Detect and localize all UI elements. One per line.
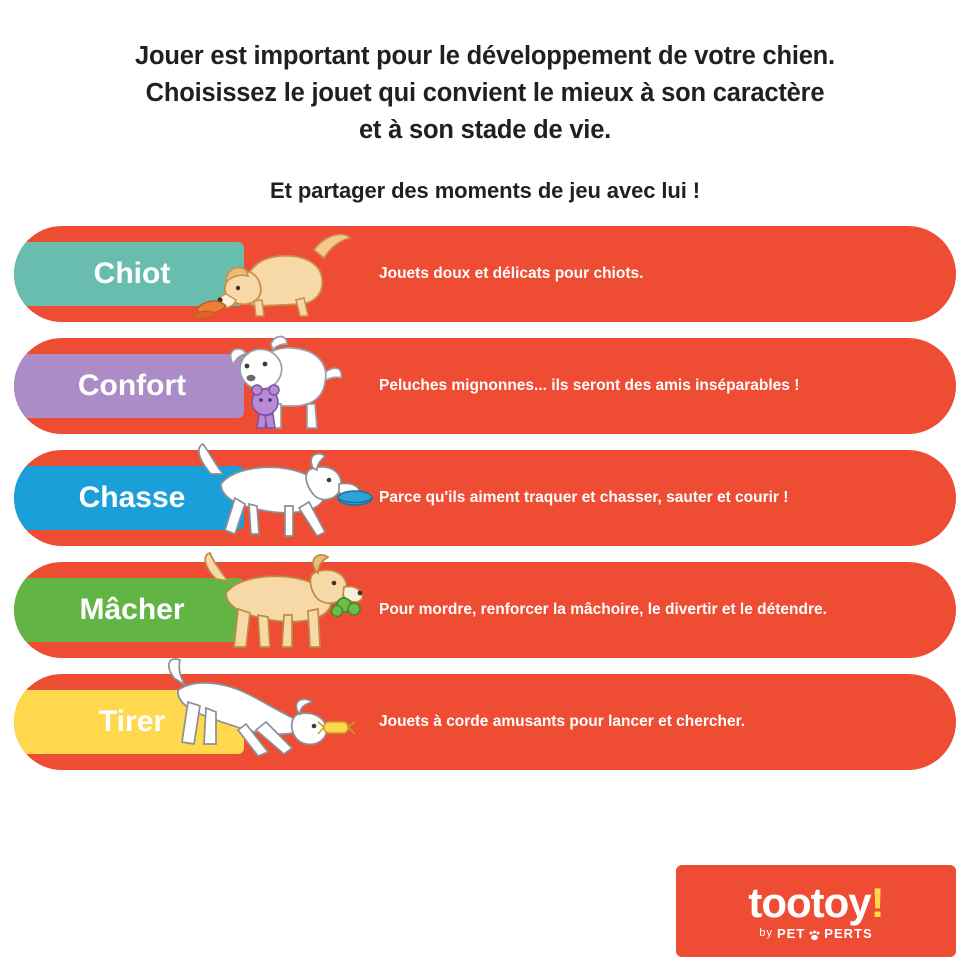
category-description: Parce qu'ils aiment traquer et chasser, sauter et courir !	[379, 489, 789, 506]
logo-brand-left: PET	[776, 925, 806, 941]
header-line-2: Choisissez le jouet qui convient le mieux à son caractère	[145, 79, 825, 107]
tag-macher	[14, 578, 244, 642]
category-description: Jouets doux et délicats pour chiots.	[379, 265, 644, 282]
tootoy-logo[interactable]	[676, 865, 956, 957]
logo-by-label: by	[759, 927, 773, 939]
paw-icon	[809, 929, 820, 940]
category-description: Peluches mignonnes... ils seront des amis inséparables !	[379, 377, 800, 394]
tag-label: Confort	[77, 369, 187, 402]
category-row-tirer[interactable]	[14, 674, 956, 770]
tag-tirer	[14, 690, 244, 754]
header	[0, 0, 970, 204]
category-description: Jouets à corde amusants pour lancer et chercher.	[379, 713, 746, 730]
tag-chasse	[14, 466, 244, 530]
category-list	[0, 226, 970, 770]
header-line-3: et à son stade de vie.	[358, 116, 612, 144]
tag-label: Chiot	[93, 257, 171, 290]
tag-confort	[14, 354, 244, 418]
category-row-chiot[interactable]	[14, 226, 956, 322]
logo-byline	[759, 926, 872, 941]
header-subtitle: Et partager des moments de jeu avec lui !	[270, 178, 700, 203]
category-row-confort[interactable]	[14, 338, 956, 434]
logo-wordmark	[748, 878, 884, 926]
category-row-macher[interactable]	[14, 562, 956, 658]
tag-chiot	[14, 242, 244, 306]
category-row-chasse[interactable]	[14, 450, 956, 546]
logo-word-text: tootoy	[748, 878, 871, 926]
category-description: Pour mordre, renforcer la mâchoire, le divertir et le détendre.	[379, 601, 827, 618]
tag-label: Mâcher	[79, 593, 185, 626]
tag-label: Tirer	[98, 705, 166, 738]
logo-brand-right: PERTS	[824, 925, 873, 941]
logo-exclamation: !	[870, 878, 884, 926]
tag-label: Chasse	[78, 481, 186, 514]
header-line-1: Jouer est important pour le développement de votre chien.	[135, 42, 835, 70]
